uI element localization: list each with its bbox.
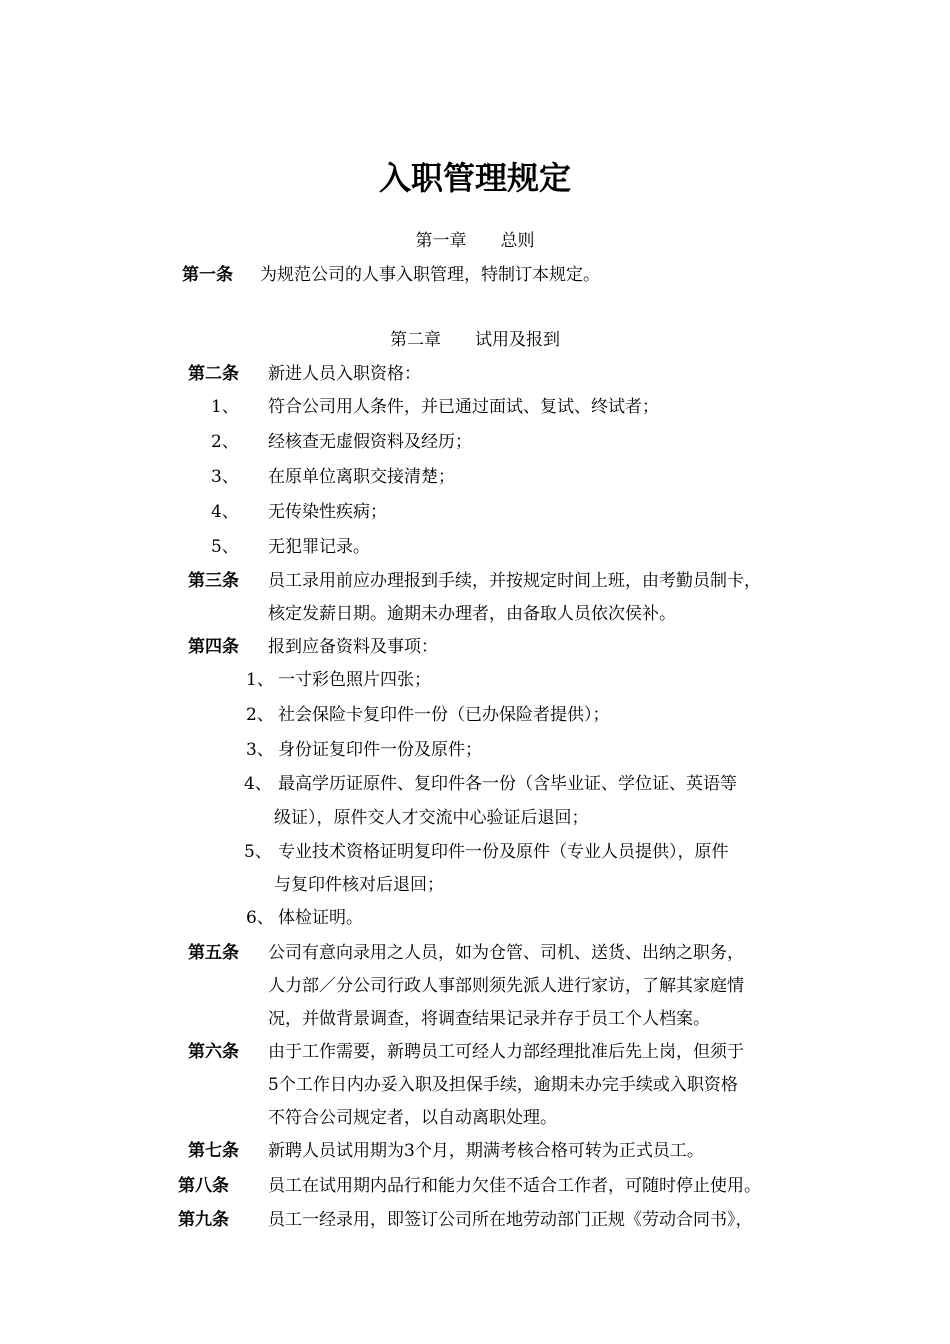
list-item-text: 专业技术资格证明复印件一份及原件（专业人员提供），原件 <box>278 842 729 862</box>
document-title: 入职管理规定 <box>378 159 571 197</box>
list-item-number: 2、 <box>246 705 274 725</box>
article-label: 第二条 <box>188 364 239 384</box>
article-label: 第八条 <box>178 1176 229 1196</box>
chapter-number: 第一章 <box>415 231 467 251</box>
article-text: 新聘人员试用期为3个月，期满考核合格可转为正式员工。 <box>268 1141 704 1161</box>
article-text-line: 员工录用前应办理报到手续，并按规定时间上班，由考勤员制卡， <box>268 571 761 591</box>
list-item-number: 2、 <box>211 432 239 452</box>
chapter-name: 总则 <box>500 231 535 251</box>
article-text: 新进人员入职资格： <box>268 364 421 384</box>
list-item-text: 无犯罪记录。 <box>268 537 370 557</box>
article-label: 第三条 <box>188 571 239 591</box>
article-text-line: 5个工作日内办妥入职及担保手续，逾期未办完手续或入职资格 <box>268 1075 738 1095</box>
article-label: 第七条 <box>188 1141 239 1161</box>
article-label: 第四条 <box>188 637 239 657</box>
article-label: 第一条 <box>182 265 233 285</box>
chapter-heading-2 <box>0 329 950 351</box>
article-text-line: 核定发薪日期。逾期未办理者，由备取人员依次侯补。 <box>268 604 676 624</box>
list-item-text: 无传染性疾病； <box>268 502 387 522</box>
list-item-number: 4、 <box>211 502 239 522</box>
article-label: 第六条 <box>188 1042 239 1062</box>
article-text-line: 人力部／分公司行政人事部则须先派人进行家访，了解其家庭情 <box>268 976 744 996</box>
list-item-number: 1、 <box>246 670 274 690</box>
list-item-number: 4、 <box>244 774 272 794</box>
list-item-text: 与复印件核对后退回； <box>274 875 444 895</box>
article-text-line: 况，并做背景调查，将调查结果记录并存于员工个人档案。 <box>268 1009 710 1029</box>
chapter-heading-1 <box>0 230 950 252</box>
article-label: 第五条 <box>188 943 239 963</box>
list-item-text: 社会保险卡复印件一份（已办保险者提供）； <box>278 705 610 725</box>
article-text-line: 公司有意向录用之人员，如为仓管、司机、送货、出纳之职务， <box>268 943 744 963</box>
list-item-text: 在原单位离职交接清楚； <box>268 467 455 487</box>
article-text: 报到应备资料及事项： <box>268 637 438 657</box>
list-item-number: 5、 <box>211 537 239 557</box>
list-item-number: 3、 <box>211 467 239 487</box>
list-item-number: 6、 <box>246 908 274 928</box>
list-item-number: 5、 <box>244 842 272 862</box>
list-item-number: 1、 <box>211 397 239 417</box>
list-item-text: 经核查无虚假资料及经历； <box>268 432 472 452</box>
chapter-number: 第二章 <box>390 330 441 350</box>
article-text-line: 由于工作需要，新聘员工可经人力部经理批准后先上岗，但须于 <box>268 1042 744 1062</box>
article-text: 为规范公司的人事入职管理，特制订本规定。 <box>260 265 600 285</box>
list-item-text: 体检证明。 <box>278 908 363 928</box>
list-item-number: 3、 <box>246 740 274 760</box>
list-item-text: 级证），原件交人才交流中心验证后退回； <box>274 808 589 828</box>
article-label: 第九条 <box>178 1210 229 1230</box>
list-item-text: 一寸彩色照片四张； <box>278 670 431 690</box>
list-item-text: 身份证复印件一份及原件； <box>278 740 482 760</box>
article-text-line: 不符合公司规定者，以自动离职处理。 <box>268 1108 557 1128</box>
chapter-name: 试用及报到 <box>475 330 560 350</box>
article-text: 员工一经录用，即签订公司所在地劳动部门正规《劳动合同书》， <box>268 1210 753 1230</box>
list-item-text: 最高学历证原件、复印件各一份（含毕业证、学位证、英语等 <box>278 774 737 794</box>
article-text: 员工在试用期内品行和能力欠佳不适合工作者，可随时停止使用。 <box>268 1176 761 1196</box>
list-item-text: 符合公司用人条件，并已通过面试、复试、终试者； <box>268 397 659 417</box>
